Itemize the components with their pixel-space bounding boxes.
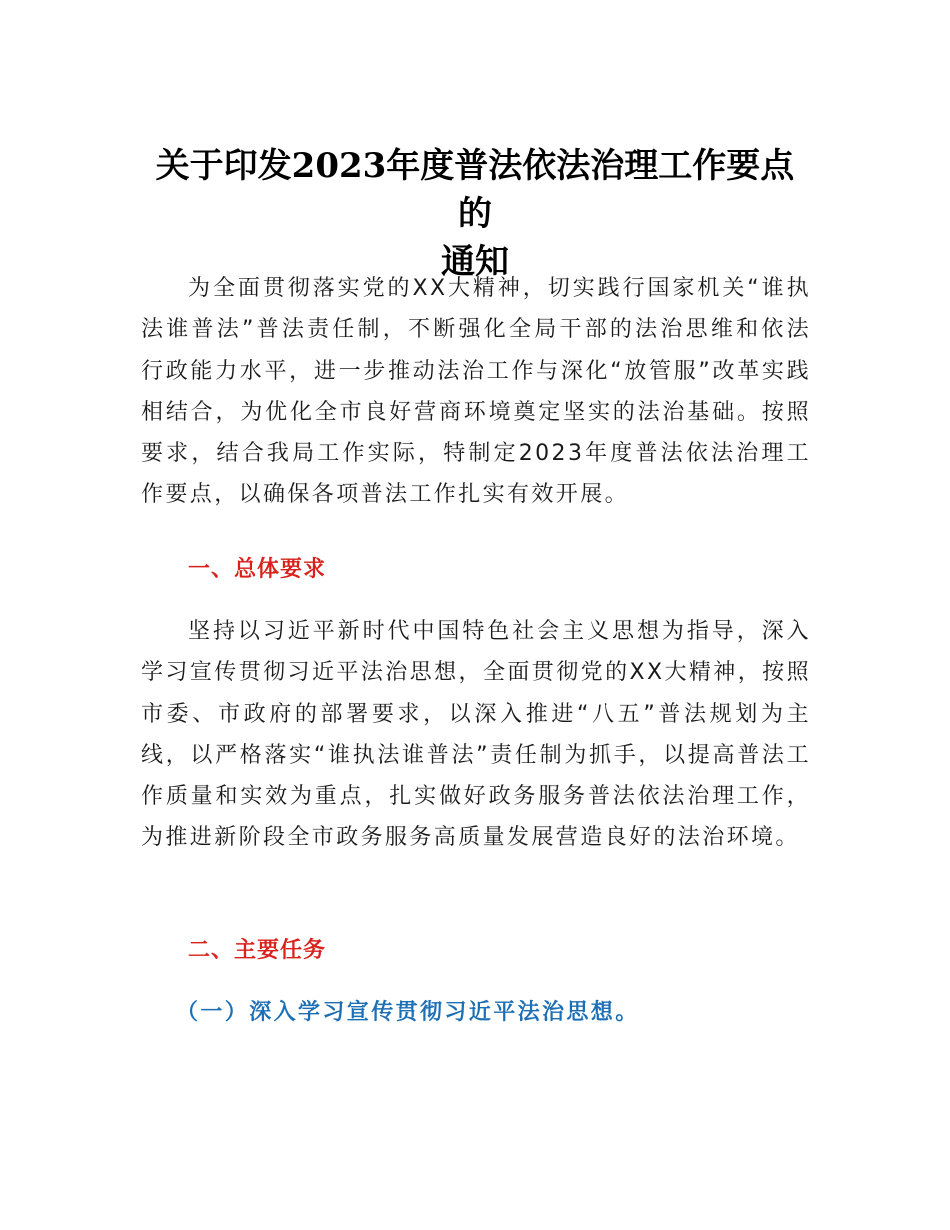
- title-line-2: 通知: [441, 242, 509, 282]
- section-heading-overall-requirements: 一、总体要求: [188, 557, 327, 582]
- subsection-heading-1: （一）深入学习宣传贯彻习近平法治思想。: [176, 1000, 640, 1025]
- title-line-1: 关于印发2023年度普法依法治理工作要点的: [155, 146, 795, 234]
- section1-body-paragraph: 坚持以习近平新时代中国特色社会主义思想为指导，深入学习宣传贯彻习近平法治思想，全面贯彻党的XX大精神，按照市委、市政府的部署要求，以深入推进“八五”普法规划为主线，以严格落实“谁执法谁普法”责任制为抓手，以提高普法工作质量和实效为重点，扎实做好政务服务普法依法治理工作，为推进新阶段全市政务服务高质量发展营造良好的法治环境。: [141, 619, 811, 851]
- section-heading-main-tasks: 二、主要任务: [188, 938, 327, 963]
- document-title: [140, 142, 810, 286]
- intro-paragraph: 为全面贯彻落实党的XX大精神，切实践行国家机关“谁执法谁普法”普法责任制，不断强化全局干部的法治思维和依法行政能力水平，进一步推动法治工作与深化“放管服”改革实践相结合，为优化全市良好营商环境奠定坚实的法治基础。按照要求，结合我局工作实际，特制定2023年度普法依法治理工作要点，以确保各项普法工作扎实有效开展。: [141, 276, 811, 508]
